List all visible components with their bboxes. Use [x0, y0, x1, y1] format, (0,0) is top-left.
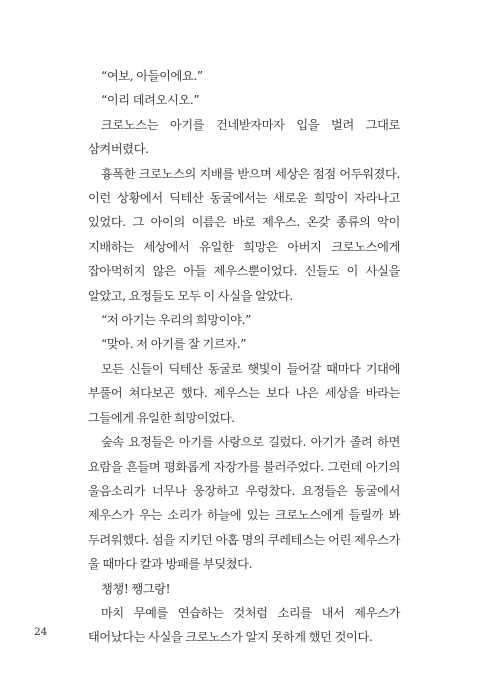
dialogue-line: “여보, 아들이에요.”	[101, 69, 203, 83]
dialogue-line: “저 아기는 우리의 희망이야.”	[101, 313, 252, 328]
paragraph: 크로노스는 아기를 건네받자마자 입을 벌려 그대로 삼켜버렸다.	[88, 117, 400, 157]
sound-effect-line: 챙챙! 쨍그랑!	[101, 581, 171, 596]
paragraph: 숲속 요정들은 아기를 사랑으로 길렀다. 아기가 졸려 하면 요람을 흔들며 평화롭게 자장가를 불러주었다. 그런데 아기의 울음소리가 너무나 웅장하고 우렁찼다. 요정들은 동굴에서 제우스가 우는 소리가 하늘에 있는 크로노스에게 들릴까 봐 두려워했다. 섬을 지키던 아홉 명의 쿠레테스는 어린 제우스가 울 때마다 칼과 방패를 부딪쳤다.	[88, 435, 400, 572]
paragraph: 흉폭한 크로노스의 지배를 받으며 세상은 점점 어두워졌다. 이런 상황에서 딕테산 동굴에서는 새로운 희망이 자라나고 있었다. 그 아이의 이름은 바로 제우스. 온갖 종류의 악이 지배하는 세상에서 유일한 희망은 아버지 크로노스에게 잡아먹히지 않은 아들 제우스뿐이었다. 신들도 이 사실을 알았고, 요정들도 모두 이 사실을 알았다.	[88, 166, 400, 303]
page-number: 24	[34, 626, 48, 638]
body-text	[88, 64, 400, 650]
paragraph: 마치 무예를 연습하는 것처럼 소리를 내서 제우스가 태어났다는 사실을 크로노스가 알지 못하게 했던 것이다.	[88, 605, 400, 645]
paragraph: 모든 신들이 딕테산 동굴로 햇빛이 들어갈 때마다 기대에 부풀어 쳐다보곤 했다. 제우스는 보다 나은 세상을 바라는 그들에게 유일한 희망이었다.	[88, 361, 400, 425]
dialogue-line: “맞아. 저 아기를 잘 기르자.”	[101, 337, 247, 352]
dialogue-line: “이리 데려오시오.”	[101, 93, 200, 108]
